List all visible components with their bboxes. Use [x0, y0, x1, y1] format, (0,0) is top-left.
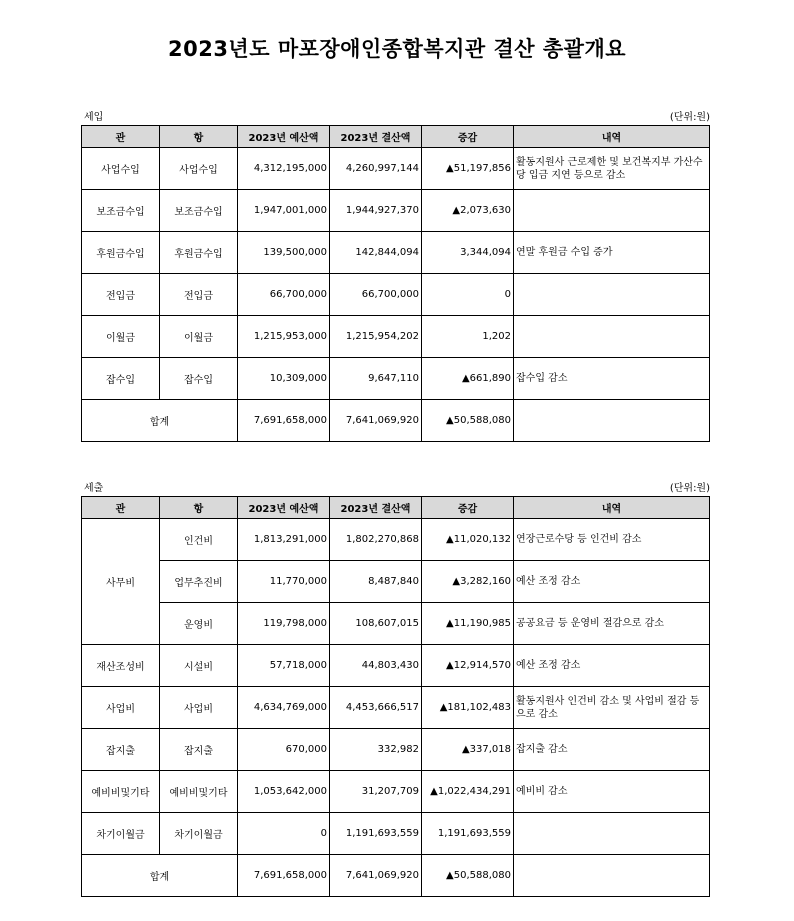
cell-budget: 57,718,000: [238, 645, 330, 687]
cell-diff: ▲11,190,985: [422, 603, 514, 645]
cell-hang: 잡수입: [160, 358, 238, 400]
cell-settle: 1,215,954,202: [330, 316, 422, 358]
cell-hang: 사업수입: [160, 148, 238, 190]
cell-gwan: 차기이월금: [82, 813, 160, 855]
col-header-hang: 항: [160, 126, 238, 148]
table-row: [82, 645, 710, 687]
cell-settle: 142,844,094: [330, 232, 422, 274]
col-header-gwan: 관: [82, 497, 160, 519]
cell-note: 활동지원사 근로제한 및 보건복지부 가산수당 입금 지연 등으로 감소: [514, 148, 710, 190]
table-row: [82, 316, 710, 358]
cell-gwan: 잡지출: [82, 729, 160, 771]
cell-note: [514, 813, 710, 855]
cell-note: [514, 316, 710, 358]
cell-note: [514, 274, 710, 316]
cell-hang: 이월금: [160, 316, 238, 358]
cell-note: [514, 400, 710, 442]
income-header-row: [82, 126, 710, 148]
cell-diff: ▲3,282,160: [422, 561, 514, 603]
cell-settle: 4,453,666,517: [330, 687, 422, 729]
cell-note: 잡지출 감소: [514, 729, 710, 771]
cell-settle: 4,260,997,144: [330, 148, 422, 190]
col-header-budget: 2023년 예산액: [238, 126, 330, 148]
table-row: [82, 358, 710, 400]
cell-diff: 1,191,693,559: [422, 813, 514, 855]
cell-budget: 0: [238, 813, 330, 855]
cell-note: 연장근로수당 등 인건비 감소: [514, 519, 710, 561]
cell-budget: 670,000: [238, 729, 330, 771]
cell-budget: 4,634,769,000: [238, 687, 330, 729]
col-header-diff: 증감: [422, 497, 514, 519]
col-header-settle: 2023년 결산액: [330, 126, 422, 148]
cell-diff: 1,202: [422, 316, 514, 358]
cell-settle: 1,191,693,559: [330, 813, 422, 855]
cell-budget: 7,691,658,000: [238, 400, 330, 442]
table-row: [82, 274, 710, 316]
cell-diff: 0: [422, 274, 514, 316]
expense-section-label: 세출: [84, 483, 104, 494]
page-title: 2023년도 마포장애인종합복지관 결산 총괄개요: [167, 37, 627, 61]
col-header-budget: 2023년 예산액: [238, 497, 330, 519]
table-row: [82, 561, 710, 603]
col-header-settle: 2023년 결산액: [330, 497, 422, 519]
cell-budget: 1,813,291,000: [238, 519, 330, 561]
expense-unit-label: (단위:원): [669, 483, 710, 494]
cell-gwan: 사업비: [82, 687, 160, 729]
cell-hang: 사업비: [160, 687, 238, 729]
cell-hang: 운영비: [160, 603, 238, 645]
cell-settle: 332,982: [330, 729, 422, 771]
table-row: [82, 771, 710, 813]
cell-gwan: 이월금: [82, 316, 160, 358]
cell-hang: 잡지출: [160, 729, 238, 771]
table-row: [82, 813, 710, 855]
table-row: [82, 232, 710, 274]
cell-hang: 예비비및기타: [160, 771, 238, 813]
cell-settle: 1,944,927,370: [330, 190, 422, 232]
cell-hang: 시설비: [160, 645, 238, 687]
cell-diff: ▲12,914,570: [422, 645, 514, 687]
cell-note: 예비비 감소: [514, 771, 710, 813]
cell-settle: 66,700,000: [330, 274, 422, 316]
cell-settle: 44,803,430: [330, 645, 422, 687]
expense-header-row: [82, 497, 710, 519]
col-header-hang: 항: [160, 497, 238, 519]
cell-note: 연말 후원금 수입 증가: [514, 232, 710, 274]
cell-diff: ▲50,588,080: [422, 855, 514, 897]
cell-settle: 9,647,110: [330, 358, 422, 400]
cell-diff: ▲51,197,856: [422, 148, 514, 190]
cell-budget: 139,500,000: [238, 232, 330, 274]
income-unit-label: (단위:원): [669, 112, 710, 123]
table-row: [82, 603, 710, 645]
cell-note: 공공요금 등 운영비 절감으로 감소: [514, 603, 710, 645]
income-section-label: 세입: [84, 112, 104, 123]
total-row: [82, 855, 710, 897]
cell-hang: 후원금수입: [160, 232, 238, 274]
cell-gwan: 보조금수입: [82, 190, 160, 232]
cell-gwan: 예비비및기타: [82, 771, 160, 813]
cell-diff: 3,344,094: [422, 232, 514, 274]
cell-gwan: 재산조성비: [82, 645, 160, 687]
cell-note: 예산 조정 감소: [514, 561, 710, 603]
cell-note: [514, 855, 710, 897]
cell-note: 활동지원사 인건비 감소 및 사업비 절감 등으로 감소: [514, 687, 710, 729]
col-header-note: 내역: [514, 126, 710, 148]
income-table: [81, 125, 710, 442]
cell-note: 예산 조정 감소: [514, 645, 710, 687]
table-row: [82, 519, 710, 561]
cell-budget: 1,053,642,000: [238, 771, 330, 813]
cell-settle: 31,207,709: [330, 771, 422, 813]
cell-diff: ▲661,890: [422, 358, 514, 400]
cell-hang: 차기이월금: [160, 813, 238, 855]
cell-settle: 7,641,069,920: [330, 400, 422, 442]
table-row: [82, 729, 710, 771]
cell-diff: ▲50,588,080: [422, 400, 514, 442]
table-row: [82, 190, 710, 232]
cell-gwan: 잡수입: [82, 358, 160, 400]
table-row: [82, 148, 710, 190]
cell-hang: 업무추진비: [160, 561, 238, 603]
table-row: [82, 687, 710, 729]
cell-budget: 1,215,953,000: [238, 316, 330, 358]
cell-settle: 7,641,069,920: [330, 855, 422, 897]
cell-note: 잡수입 감소: [514, 358, 710, 400]
cell-diff: ▲1,022,434,291: [422, 771, 514, 813]
cell-diff: ▲181,102,483: [422, 687, 514, 729]
cell-gwan: 사무비: [82, 519, 160, 645]
cell-budget: 119,798,000: [238, 603, 330, 645]
col-header-note: 내역: [514, 497, 710, 519]
cell-diff: ▲11,020,132: [422, 519, 514, 561]
cell-budget: 10,309,000: [238, 358, 330, 400]
cell-note: [514, 190, 710, 232]
col-header-diff: 증감: [422, 126, 514, 148]
col-header-gwan: 관: [82, 126, 160, 148]
cell-hang: 인건비: [160, 519, 238, 561]
cell-gwan: 사업수입: [82, 148, 160, 190]
cell-total-label: 합계: [82, 855, 238, 897]
cell-budget: 1,947,001,000: [238, 190, 330, 232]
cell-budget: 4,312,195,000: [238, 148, 330, 190]
cell-diff: ▲337,018: [422, 729, 514, 771]
cell-diff: ▲2,073,630: [422, 190, 514, 232]
total-row: [82, 400, 710, 442]
cell-budget: 66,700,000: [238, 274, 330, 316]
cell-gwan: 전입금: [82, 274, 160, 316]
cell-budget: 11,770,000: [238, 561, 330, 603]
cell-total-label: 합계: [82, 400, 238, 442]
cell-settle: 1,802,270,868: [330, 519, 422, 561]
cell-budget: 7,691,658,000: [238, 855, 330, 897]
cell-settle: 8,487,840: [330, 561, 422, 603]
cell-settle: 108,607,015: [330, 603, 422, 645]
expense-table: [81, 496, 710, 897]
cell-hang: 전입금: [160, 274, 238, 316]
cell-gwan: 후원금수입: [82, 232, 160, 274]
cell-hang: 보조금수입: [160, 190, 238, 232]
